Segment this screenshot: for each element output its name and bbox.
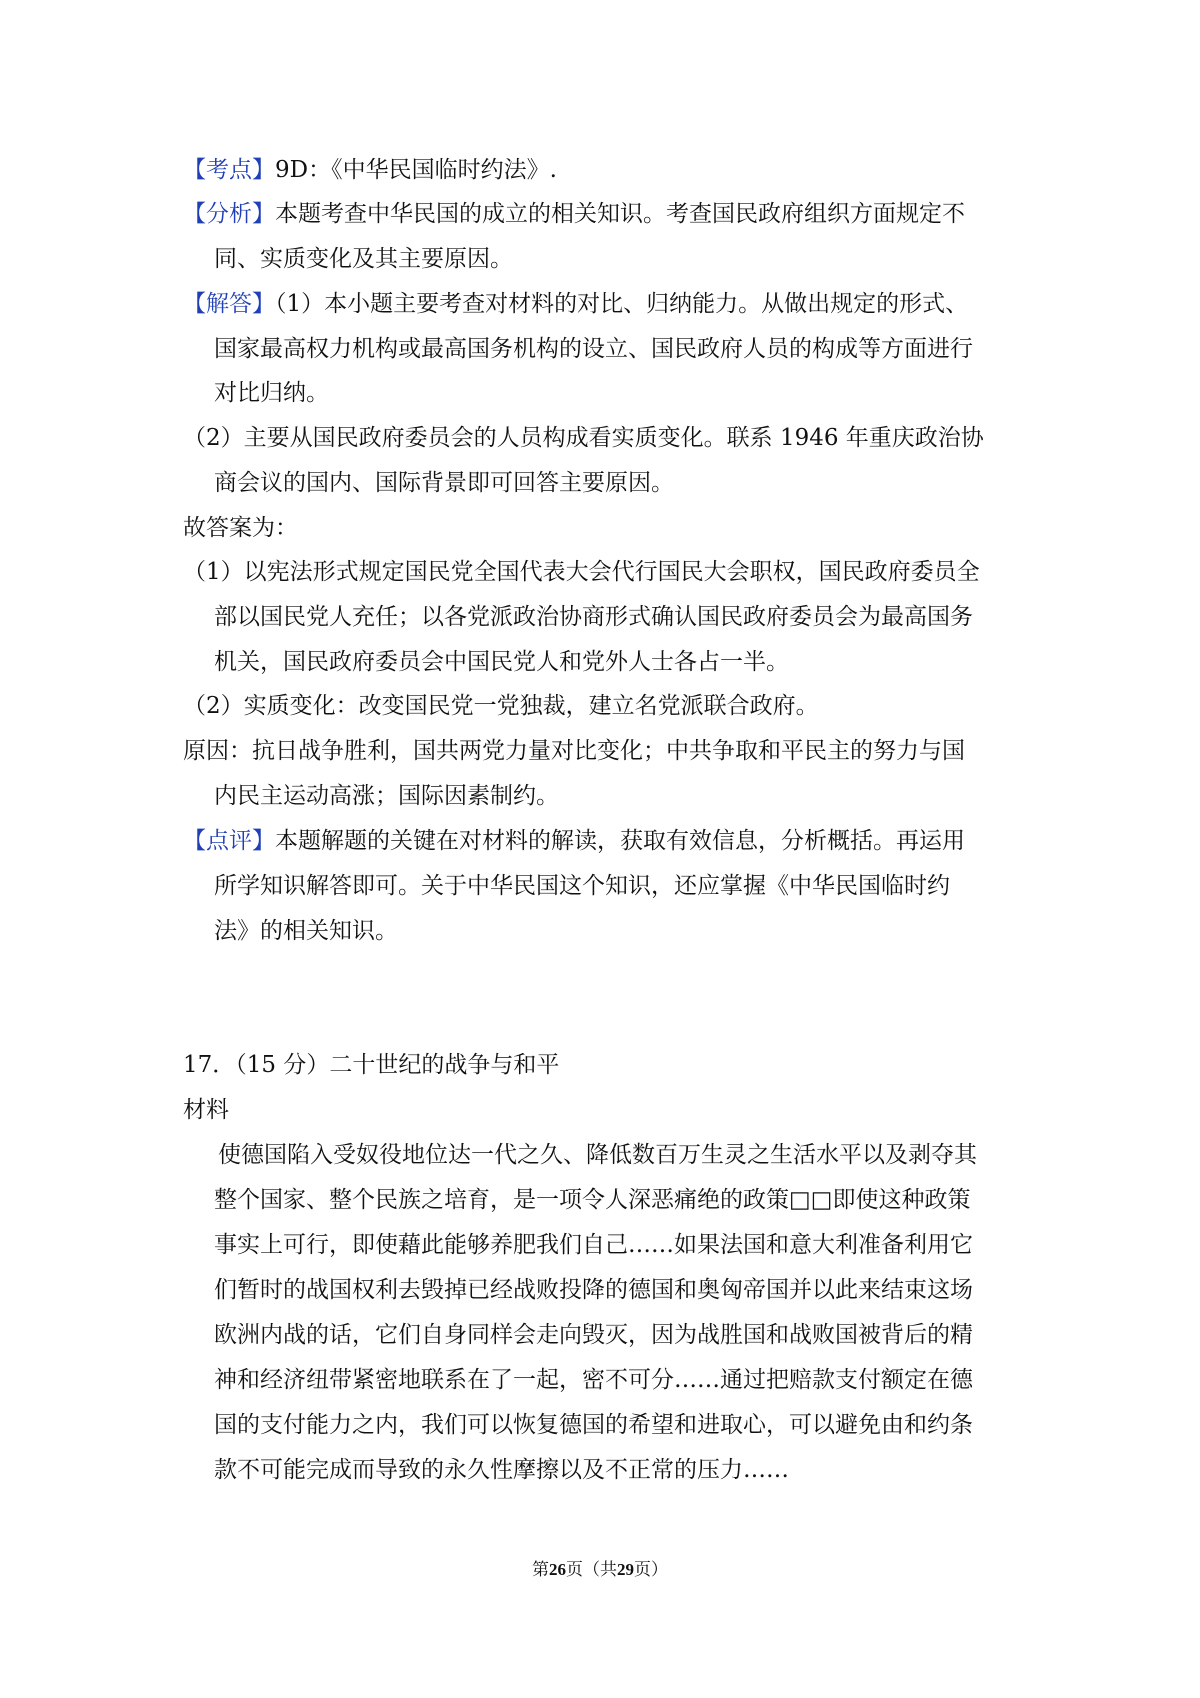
answer-1-line-1: （1）以宪法形式规定国民党全国代表大会代行国民大会职权，国民政府委员全: [183, 559, 980, 585]
material-line-1: 使德国陷入受奴役地位达一代之久、降低数百万生灵之生活水平以及剥夺其: [218, 1142, 977, 1168]
kaodian-line: [183, 154, 557, 186]
answer-intro: 故答案为：: [183, 515, 298, 541]
kaodian-text: 9D：《中华民国临时约法》.: [275, 157, 557, 183]
fenxi-line-1: [183, 198, 965, 230]
reason-line-2: 内民主运动高涨；国际因素制约。: [214, 783, 559, 809]
material-line-8: 款不可能完成而导致的永久性摩擦以及不正常的压力……: [214, 1457, 789, 1483]
footer-page-number: 26: [549, 1560, 566, 1579]
jieda-part2-line-2: 商会议的国内、国际背景即可回答主要原因。: [214, 470, 674, 496]
reason-line-1: 原因：抗日战争胜利，国共两党力量对比变化；中共争取和平民主的努力与国: [183, 738, 965, 764]
question-17-heading: 17．（15 分）二十世纪的战争与和平: [183, 1052, 560, 1078]
fenxi-line-2: 同、实质变化及其主要原因。: [214, 246, 513, 272]
material-label: 材料: [183, 1097, 229, 1123]
footer-prefix: 第: [532, 1560, 549, 1580]
page-footer: [0, 1558, 1200, 1582]
jieda-line-3: 对比归纳。: [214, 380, 329, 406]
dianping-tag: 【点评】: [183, 828, 275, 854]
jieda-line-2: 国家最高权力机构或最高国务机构的设立、国民政府人员的构成等方面进行: [214, 336, 973, 362]
dianping-line-3: 法》的相关知识。: [214, 918, 398, 944]
fenxi-text-1: 本题考查中华民国的成立的相关知识。考查国民政府组织方面规定不: [275, 201, 965, 227]
material-line-4: 们暂时的战国权利去毁掉已经战败投降的德国和奥匈帝国并以此来结束这场: [214, 1277, 973, 1303]
material-line-5: 欧洲内战的话，它们自身同样会走向毁灭，因为战胜国和战败国被背后的精: [214, 1322, 973, 1348]
material-line-7: 国的支付能力之内，我们可以恢复德国的希望和进取心，可以避免由和约条: [214, 1412, 973, 1438]
jieda-text-1: （1）本小题主要考查对材料的对比、归纳能力。从做出规定的形式、: [275, 291, 969, 317]
footer-total-pages: 29: [617, 1560, 634, 1579]
material-line-3: 事实上可行，即使藉此能够养肥我们自己……如果法国和意大利准备利用它: [214, 1232, 973, 1258]
kaodian-tag: 【考点】: [183, 157, 275, 183]
jieda-part2-line-1: （2）主要从国民政府委员会的人员构成看实质变化。联系 1946 年重庆政治协: [183, 425, 984, 451]
dianping-text-1: 本题解题的关键在对材料的解读，获取有效信息，分析概括。再运用: [275, 828, 965, 854]
material-line-2: 整个国家、整个民族之培育，是一项令人深恶痛绝的政策□□即使这种政策: [214, 1187, 971, 1213]
answer-1-line-2: 部以国民党人充任；以各党派政治协商形式确认国民政府委员会为最高国务: [214, 604, 973, 630]
answer-2-line: （2）实质变化：改变国民党一党独裁，建立名党派联合政府。: [183, 693, 819, 719]
jieda-tag: 【解答】: [183, 291, 275, 317]
fenxi-tag: 【分析】: [183, 201, 275, 227]
jieda-line-1: [183, 288, 968, 320]
footer-suffix: 页）: [634, 1560, 668, 1580]
dianping-line-2: 所学知识解答即可。关于中华民国这个知识，还应掌握《中华民国临时约: [214, 873, 950, 899]
dianping-line-1: [183, 825, 965, 857]
footer-middle: 页（共: [566, 1560, 617, 1580]
answer-1-line-3: 机关，国民政府委员会中国民党人和党外人士各占一半。: [214, 649, 789, 675]
material-line-6: 神和经济纽带紧密地联系在了一起，密不可分……通过把赔款支付额定在德: [214, 1367, 973, 1393]
